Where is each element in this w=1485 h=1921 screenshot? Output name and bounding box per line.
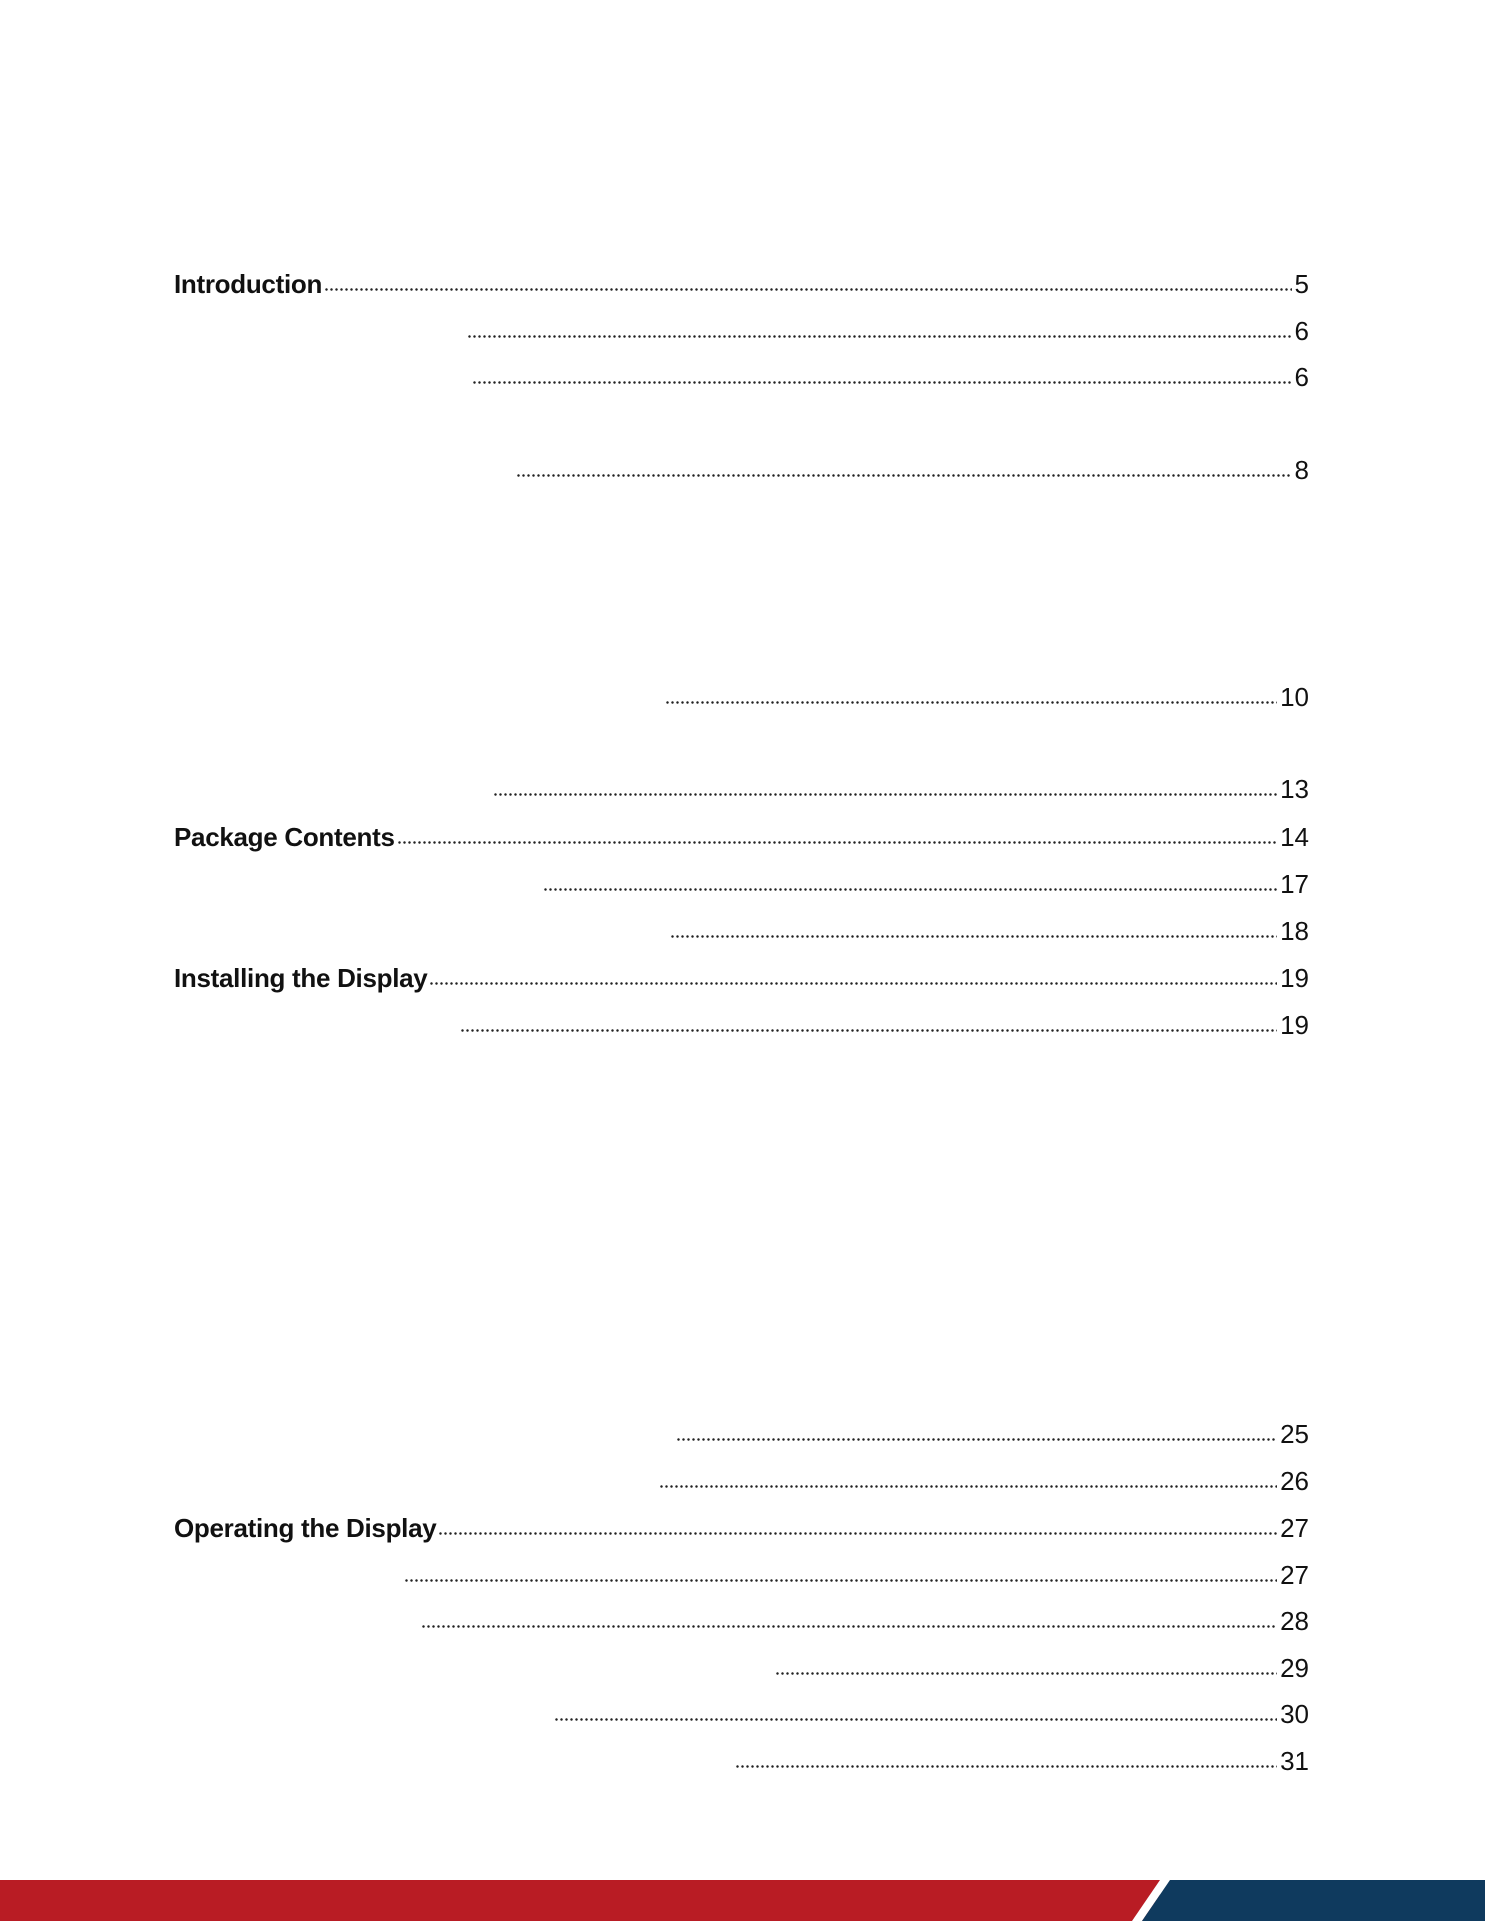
toc-entry-page: 27: [1280, 1560, 1309, 1590]
toc-entry[interactable]: [657, 1466, 1309, 1496]
footer-blue-band: [1142, 1880, 1485, 1921]
toc-dot-leader: [735, 1762, 1277, 1770]
toc-entry[interactable]: [458, 1010, 1309, 1040]
toc-entry-page: 30: [1280, 1699, 1309, 1729]
toc-entry[interactable]: [733, 1746, 1309, 1776]
toc-entry[interactable]: [465, 316, 1309, 346]
toc-entry[interactable]: [402, 1560, 1309, 1590]
toc-entry[interactable]: [674, 1419, 1309, 1449]
toc-dot-leader: [397, 838, 1277, 846]
toc-dot-leader: [472, 378, 1292, 386]
toc-dot-leader: [421, 1622, 1277, 1630]
toc-dot-leader: [467, 332, 1292, 340]
toc-entry-page: 18: [1280, 916, 1309, 946]
toc-entry-page: 19: [1280, 963, 1309, 993]
toc-dot-leader: [665, 698, 1277, 706]
toc-dot-leader: [324, 285, 1291, 293]
toc-dot-leader: [404, 1576, 1277, 1584]
toc-entry-page: 25: [1280, 1419, 1309, 1449]
toc-entry[interactable]: [552, 1699, 1309, 1729]
toc-dot-leader: [554, 1715, 1277, 1723]
toc-dot-leader: [670, 932, 1277, 940]
toc-entry-page: 6: [1294, 316, 1309, 346]
toc-entry-page: 14: [1280, 822, 1309, 852]
toc-dot-leader: [460, 1026, 1277, 1034]
toc-entry-package-contents[interactable]: [174, 822, 1309, 852]
toc-entry-page: 10: [1280, 682, 1309, 712]
toc-dot-leader: [659, 1482, 1277, 1490]
toc-entry-page: 17: [1280, 869, 1309, 899]
toc-entry-page: 26: [1280, 1466, 1309, 1496]
toc-entry[interactable]: [491, 774, 1309, 804]
toc-dot-leader: [438, 1529, 1277, 1537]
toc-entry[interactable]: [663, 682, 1309, 712]
toc-entry-page: 5: [1294, 269, 1309, 299]
toc-dot-leader: [516, 471, 1292, 479]
toc-entry-page: 13: [1280, 774, 1309, 804]
toc-entry-title: Package Contents: [174, 822, 395, 852]
toc-entry[interactable]: [514, 455, 1309, 485]
toc-entry-page: 29: [1280, 1653, 1309, 1683]
toc-entry[interactable]: [470, 362, 1309, 392]
toc-entry-title: Introduction: [174, 269, 323, 299]
toc-dot-leader: [775, 1669, 1277, 1677]
toc-dot-leader: [493, 790, 1277, 798]
toc-entry-page: 27: [1280, 1513, 1309, 1543]
toc-dot-leader: [676, 1435, 1277, 1443]
toc-entry[interactable]: [419, 1606, 1309, 1636]
footer-color-band: [0, 1880, 1485, 1921]
toc-entry-title: Operating the Display: [174, 1513, 437, 1543]
toc-entry-introduction[interactable]: [174, 269, 1309, 299]
toc-entry-page: 28: [1280, 1606, 1309, 1636]
toc-entry-title: Installing the Display: [174, 963, 428, 993]
toc-entry[interactable]: [773, 1653, 1309, 1683]
footer-red-band: [0, 1880, 1160, 1921]
toc-entry[interactable]: [668, 916, 1309, 946]
toc-entry-operating-the-display[interactable]: [174, 1513, 1309, 1543]
toc-dot-leader: [429, 979, 1277, 987]
toc-entry[interactable]: [541, 869, 1309, 899]
toc-entry-page: 8: [1294, 455, 1309, 485]
toc-entry-page: 19: [1280, 1010, 1309, 1040]
toc-entry-page: 31: [1280, 1746, 1309, 1776]
toc-entry-page: 6: [1294, 362, 1309, 392]
toc-dot-leader: [543, 885, 1277, 893]
toc-entry-installing-the-display[interactable]: [174, 963, 1309, 993]
